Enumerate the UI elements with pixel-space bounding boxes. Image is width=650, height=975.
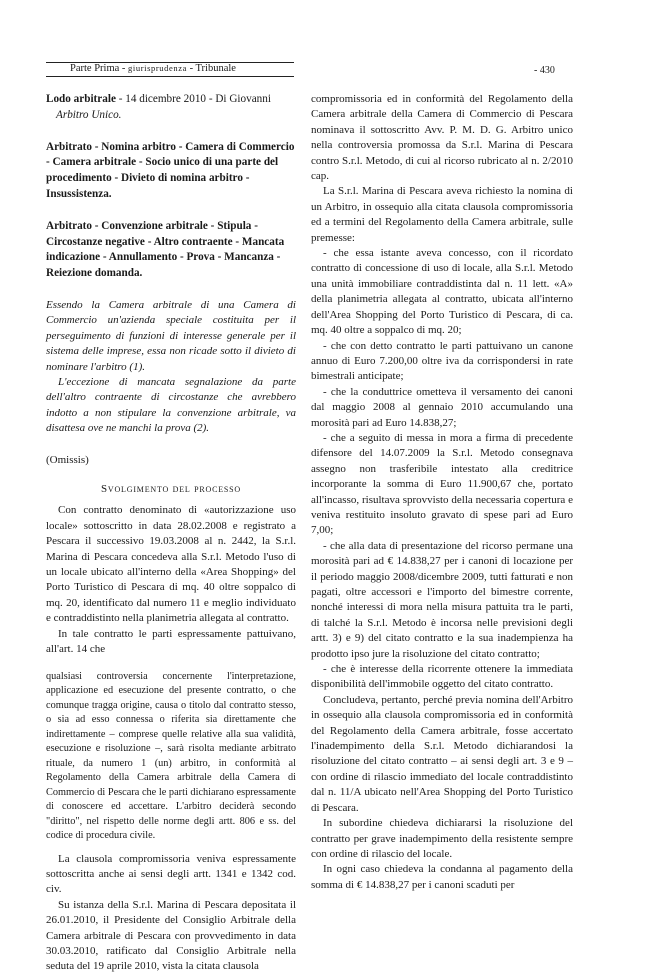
right-column	[311, 92, 573, 893]
paragraph: Su istanza della S.r.l. Marina di Pescara depositata il 26.01.2010, il Presidente del Consiglio Arbitrale della Camera arbitrale di Pescara con provvedimento in data 30.03.2010, ratificato dal Consiglio Arbitrale nella seduta del 19 aprile 2010, vista la citata clausola	[46, 898, 296, 973]
header-text	[70, 63, 236, 74]
header-court: Tribunale	[195, 63, 236, 74]
paragraph: In ogni caso chiedeva la condanna al pagamento della somma di € 14.838,27 per i canoni scaduti per	[311, 863, 573, 891]
premise-item: - che a seguito di messa in mora a firma di precedente difensore del 14.07.2009 la S.r.l. Metodo consegnava assegno non trasferibile intestato alla creditrice incorporante la somma di Euro 11.900,67 che, portato all'incasso, risultava sprovvisto della necessaria copertura e veniva restituito insoluto gravato di spese pari ad Euro 7,00;	[311, 431, 573, 537]
premise-item: - che la conduttrice ometteva il versamento dei canoni dal maggio 2008 al gennaio 2010 accumulando una morosità pari ad Euro 14.838,27;	[311, 385, 573, 429]
paragraph: Con contratto denominato di «autorizzazione uso locale» sottoscritto in data 28.02.2008 e registrato a Pescara il successivo 19.03.2008 al n. 2442, la S.r.l. Marina di Pescara concedeva alla S.r.l. Metodo l'uso di un locale ubicato all'interno della «Area Shopping» del Porto Turistico di Pescara di mq. 40 oltre soppalco di mq. 20, identificato dal numero 11 e meglio individuato e contraddistinto nella planimetria allegata al contratto.	[46, 504, 296, 625]
paragraph: La clausola compromissoria veniva espressamente sottoscritta anche ai sensi degli artt. 1341 e 1342 cod. civ.	[46, 852, 296, 896]
header-section: giurisprudenza	[128, 63, 187, 73]
header-rule-bottom	[46, 76, 294, 77]
premise-item: - che essa istante aveva concesso, con il ricordato contratto di concessione di uso di locale, alla S.r.l. Metodo una unità immobiliare contraddistinta dal n. 11 lett. «A» della planimetria allegata al contratto, ubicata all'interno dell'Area Shopping del Porto Turistico di Pescara, di ca. mq. 40 oltre a soppalco di mq. 20;	[311, 247, 573, 337]
paragraph: In tale contratto le parti espressamente pattuivano, all'art. 14 che	[46, 627, 296, 656]
header-separator: -	[186, 63, 196, 74]
premise-item: - che alla data di presentazione del ricorso permane una morosità pari ad € 14.838,27 per i canoni di locazione per il periodo maggio 2008/dicembre 2009, tutti fatturati e non pagati, oltre accessori e l'importo del bimestre corrente, nonché interessi di mora nella misura pattuita tra le parti, di talché la S.r.l. Metodo è incorsa nelle previsioni degli artt. 3) e 9) del citato contratto e la sua inadempienza ha prodotto ipso jure la risoluzione del citato contratto;	[311, 539, 573, 660]
paragraph: compromissoria ed in conformità del Regolamento della Camera arbitrale della Camera di Commercio di Pescara nominava il sottoscritto Avv. P. M. D. G. Arbitro unico nella controversia promossa da S.r.l. Marina di Pescara contro S.r.l. Metodo, di cui al ricorso rubricato al n. 2/2010 cap.	[311, 93, 573, 183]
page-number: - 430	[534, 65, 555, 76]
keywords-block-2: Arbitrato - Convenzione arbitrale - Stipula - Circostanze negative - Altro contraente - Mancata indicazione - Annullamento - Prova - Mancanza - Reiezione domanda.	[46, 219, 285, 280]
paragraph: La S.r.l. Marina di Pescara aveva richiesto la nomina di un Arbitro, in ossequio alla citata clausola compromissoria ed a termini del Regolamento della Camera arbitrale, sulle premesse:	[311, 185, 573, 244]
arbitrator-role: Arbitro Unico.	[56, 108, 122, 121]
omissis: (Omissis)	[46, 453, 89, 466]
paragraph: In subordine chiedeva dichiararsi la risoluzione del contratto per grave inadempimento della resistente sempre con ordine di rilascio del locale.	[311, 817, 573, 860]
premise-item: - che è interesse della ricorrente ottenere la immediata disponibilità dell'immobile oggetto del citato contratto.	[311, 663, 573, 691]
award-date: - 14 dicembre 2010 - Di Giovanni	[115, 93, 271, 105]
header-part: Parte Prima	[70, 63, 120, 74]
left-column	[46, 92, 296, 975]
legal-maxim-2: L'eccezione di mancata segnalazione da parte dell'altro contraente di circostanze che avrebbero indotto a non stipulare la convenzione arbitrale, va disattesa ove ne manchi la prova (2).	[46, 376, 296, 435]
contract-clause-quote: qualsiasi controversia concernente l'interpretazione, applicazione ed esecuzione del presente contratto, o che comunque tragga origine, causa o titolo dal contratto stesso, o sia ad esso connessa o riferita sia direttamente che indirettamente – comprese quelle relative alla sua validità, esecuzione e risoluzione –, sarà risolta mediante arbitrato rituale, da numero 1 (un) arbitro, in conformità al Regolamento della Camera arbitrale della Camera di Commercio di Pescara che le parti dichiarano espressamente di conoscere ed accettare. L'arbitro deciderà secondo "diritto", nel rispetto delle norme degli artt. 806 e ss. del codice di procedura civile.	[46, 670, 296, 841]
paragraph: Concludeva, pertanto, perché previa nomina dell'Arbitro in ossequio alla clausola compromissoria ed in conformità del Regolamento della Camera arbitrale, fosse accertato l'inadempimento della S.r.l. Metodo dichiarandosi la risoluzione del citato contratto – ai sensi degli art. 3 e 9 – con ordine di rilascio immediato del locale contraddistinto dal n. 11/A ubicato nell'Area Shopping del Porto Turistico di Pescara.	[311, 693, 573, 814]
keywords-block-1: Arbitrato - Nomina arbitro - Camera di Commercio - Camera arbitrale - Socio unico di una parte del procedimento - Divieto di nomina arbitro - Insussistenza.	[46, 140, 295, 200]
award-title: Lodo arbitrale	[46, 93, 116, 105]
award-heading	[46, 92, 296, 124]
header-separator: -	[119, 63, 129, 74]
legal-maxim-1: Essendo la Camera arbitrale di una Camera di Commercio un'azienda speciale costituita per il perseguimento di funzioni di interesse generale per il sistema delle imprese, essa non ricade sotto il divieto di nominare l'arbitro (1).	[46, 298, 296, 373]
section-title: Svolgimento del processo	[100, 483, 241, 496]
running-header	[46, 62, 294, 78]
premise-item: - che con detto contratto le parti pattuivano un canone annuo di Euro 7.200,00 oltre iva da corrispondersi in rate bimestrali anticipate;	[311, 339, 573, 383]
